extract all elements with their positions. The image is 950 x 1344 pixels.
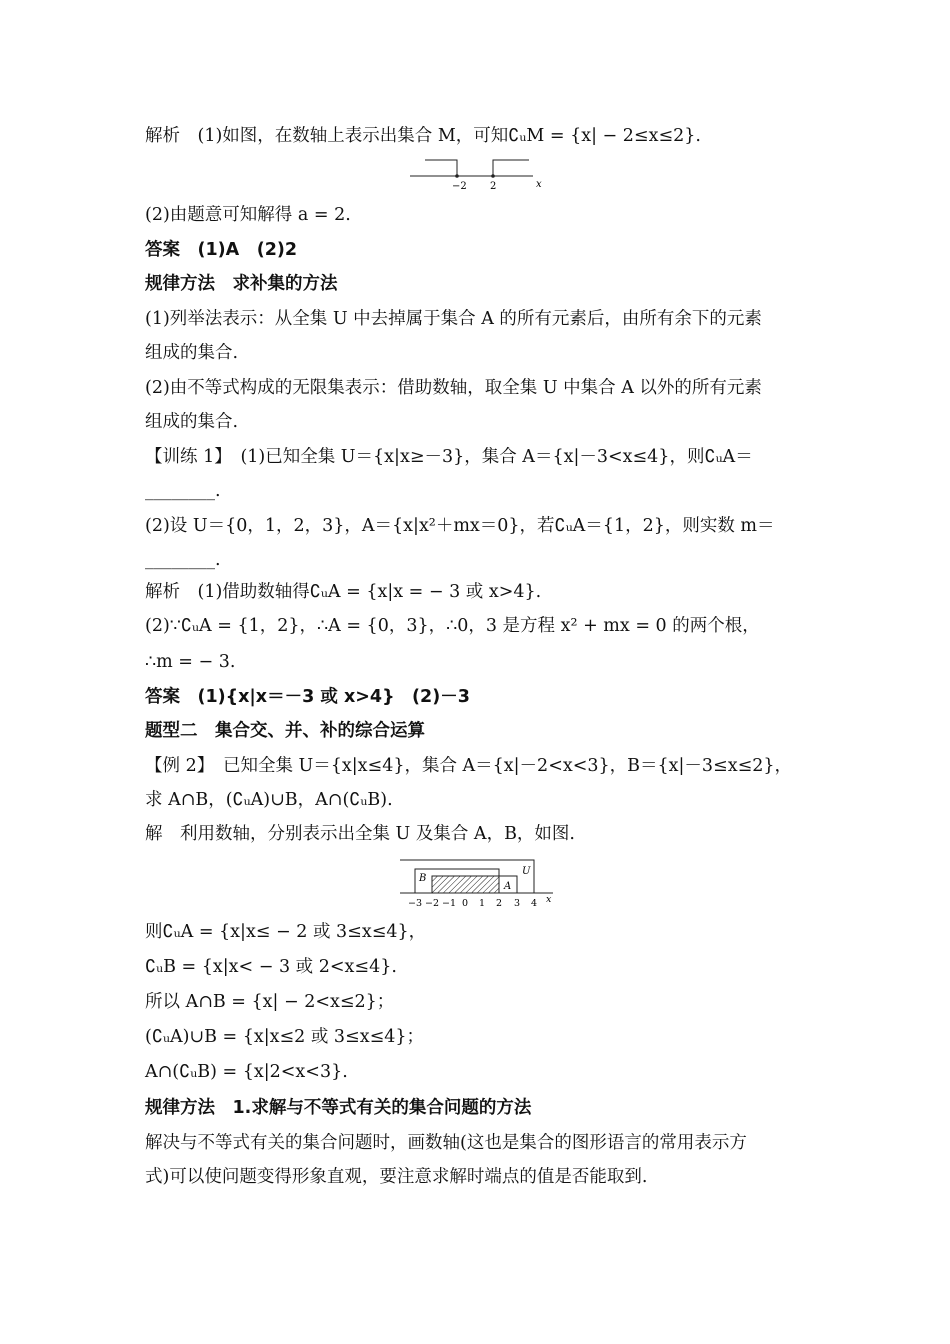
tick-label: 2 xyxy=(490,181,497,192)
axis-label: x xyxy=(536,179,542,190)
tick-label: 4 xyxy=(531,898,538,909)
set-label-A: A xyxy=(504,881,512,892)
method-text-1: 解决与不等式有关的集合问题时，画数轴(这也是集合的图形语言的常用表示方 xyxy=(145,1133,747,1153)
point-2 xyxy=(491,174,495,178)
result-5: A∩(∁ᵤB) = {x|2<x<3}. xyxy=(145,1062,348,1082)
method-1: (1)列举法表示：从全集 U 中去掉属于集合 A 的所有元素后，由所有余下的元素 xyxy=(145,309,762,329)
tick-label: 3 xyxy=(514,898,521,909)
solution-5: ∴m = − 3. xyxy=(145,652,236,672)
tick-label: −2 xyxy=(425,898,440,909)
answer-1: 答案 (1)A (2)2 xyxy=(145,240,298,260)
blank-1: ________. xyxy=(145,481,221,501)
tick-label: −2 xyxy=(452,181,467,192)
solution-1: 解析 (1)如图，在数轴上表示出集合 M，可知∁ᵤM = {x| − 2≤x≤2}. xyxy=(145,126,701,146)
exercise-1: 【训练 1】 (1)已知全集 U＝{x|x≥－3}，集合 A＝{x|－3<x≤4}，则∁ᵤA＝ xyxy=(145,447,753,467)
tick-label: −1 xyxy=(442,898,457,909)
point-neg2 xyxy=(455,174,459,178)
method-2: (2)由不等式构成的无限集表示：借助数轴，取全集 U 中集合 A 以外的所有元素 xyxy=(145,378,762,398)
solution-2: (2)由题意可知解得 a = 2. xyxy=(145,205,351,225)
tick-label: 1 xyxy=(479,898,486,909)
example-2: 【例 2】 已知全集 U＝{x|x≤4}，集合 A＝{x|－2<x<3}，B＝{x|－3≤x≤2}， xyxy=(145,756,793,776)
solution-4: (2)∵∁ᵤA = {1，2}，∴A = {0，3}，∴0，3 是方程 x² + mx = 0 的两个根， xyxy=(145,616,760,636)
result-1: 则∁ᵤA = {x|x≤ − 2 或 3≤x≤4}， xyxy=(145,922,427,942)
exercise-2: (2)设 U＝{0，1，2，3}，A＝{x|x²＋mx＝0}，若∁ᵤA＝{1，2}，则实数 m＝ xyxy=(145,516,775,536)
axis-label: x xyxy=(546,894,552,905)
result-2: ∁ᵤB = {x|x< − 3 或 2<x≤4}. xyxy=(145,957,397,977)
answer-2: 答案 (1){x|x＝－3 或 x>4} (2)－3 xyxy=(145,687,470,707)
tick-label: 0 xyxy=(462,898,469,909)
set-label-B: B xyxy=(419,873,427,884)
number-line-figure-2 xyxy=(395,856,560,910)
solution-3: 解析 (1)借助数轴得∁ᵤA = {x|x = − 3 或 x>4}. xyxy=(145,582,542,602)
method-1-cont: 组成的集合. xyxy=(145,343,239,363)
example-2-cont: 求 A∩B，(∁ᵤA)∪B，A∩(∁ᵤB). xyxy=(145,790,393,810)
section-title: 题型二 集合交、并、补的综合运算 xyxy=(145,721,425,741)
tick-label: −3 xyxy=(408,898,423,909)
solution-intro: 解 利用数轴，分别表示出全集 U 及集合 A，B，如图. xyxy=(145,824,575,844)
result-4: (∁ᵤA)∪B = {x|x≤2 或 3≤x≤4}； xyxy=(145,1027,425,1047)
method-heading-2: 规律方法 1.求解与不等式有关的集合问题的方法 xyxy=(145,1098,532,1118)
number-line-figure-1 xyxy=(405,156,545,194)
result-3: 所以 A∩B = {x| − 2<x≤2}； xyxy=(145,992,395,1012)
method-heading: 规律方法 求补集的方法 xyxy=(145,274,338,294)
intersection-hatch xyxy=(432,876,499,893)
tick-label: 2 xyxy=(496,898,503,909)
blank-2: ________. xyxy=(145,550,221,570)
set-label-U: U xyxy=(522,866,531,877)
method-2-cont: 组成的集合. xyxy=(145,412,239,432)
method-text-2: 式)可以使问题变得形象直观，要注意求解时端点的值是否能取到. xyxy=(145,1167,648,1187)
